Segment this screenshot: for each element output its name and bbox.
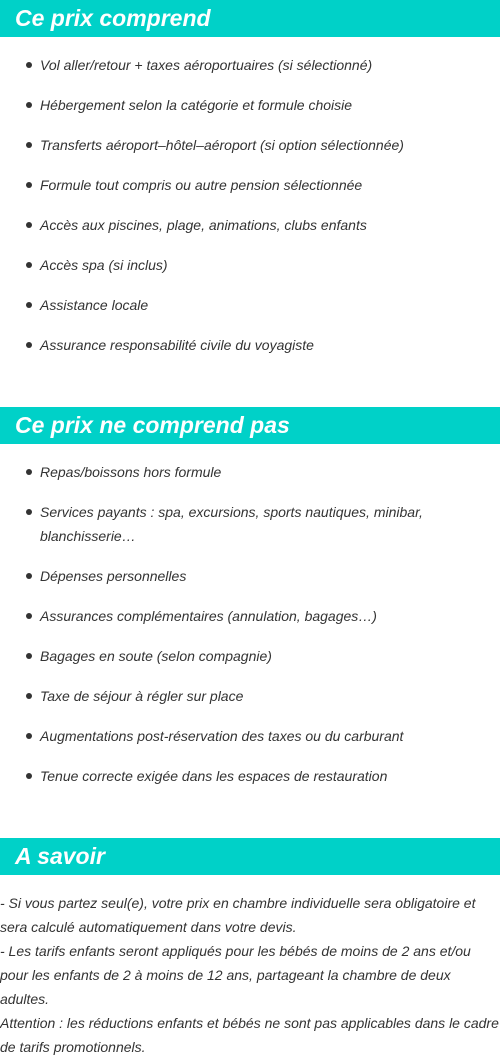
not-included-title: Ce prix ne comprend pas (15, 412, 290, 438)
list-item: Accès spa (si inclus) (0, 253, 500, 277)
list-item: Tenue correcte exigée dans les espaces de restauration (0, 764, 500, 788)
included-title: Ce prix comprend (15, 5, 211, 31)
list-item: Dépenses personnelles (0, 564, 500, 588)
list-item: Accès aux piscines, plage, animations, clubs enfants (0, 213, 500, 237)
list-item: Services payants : spa, excursions, sports nautiques, minibar, blanchisserie… (0, 500, 500, 548)
list-item: Bagages en soute (selon compagnie) (0, 644, 500, 668)
note-paragraph: Attention : les réductions enfants et bébés ne sont pas applicables dans le cadre de tarifs promotionnels. (0, 1015, 499, 1055)
good-to-know-notes (0, 891, 500, 1059)
not-included-list (0, 460, 500, 804)
list-item: Taxe de séjour à régler sur place (0, 684, 500, 708)
list-item: Hébergement selon la catégorie et formule choisie (0, 93, 500, 117)
good-to-know-section-header (0, 838, 500, 875)
not-included-section-header (0, 407, 500, 444)
list-item: Formule tout compris ou autre pension sélectionnée (0, 173, 500, 197)
list-item: Augmentations post-réservation des taxes ou du carburant (0, 724, 500, 748)
list-item: Assurances complémentaires (annulation, bagages…) (0, 604, 500, 628)
list-item: Vol aller/retour + taxes aéroportuaires (si sélectionné) (0, 53, 500, 77)
note-paragraph: - Les tarifs enfants seront appliqués pour les bébés de moins de 2 ans et/ou pour les enfants de 2 à moins de 12 ans, partageant la chambre de deux adultes. (0, 943, 471, 1007)
list-item: Transferts aéroport–hôtel–aéroport (si option sélectionnée) (0, 133, 500, 157)
included-list (0, 53, 500, 373)
included-section-header (0, 0, 500, 37)
list-item: Assistance locale (0, 293, 500, 317)
list-item: Repas/boissons hors formule (0, 460, 500, 484)
good-to-know-title: A savoir (15, 843, 105, 869)
list-item: Assurance responsabilité civile du voyagiste (0, 333, 500, 357)
note-paragraph: - Si vous partez seul(e), votre prix en chambre individuelle sera obligatoire et sera calculé automatiquement dans votre devis. (0, 895, 476, 935)
